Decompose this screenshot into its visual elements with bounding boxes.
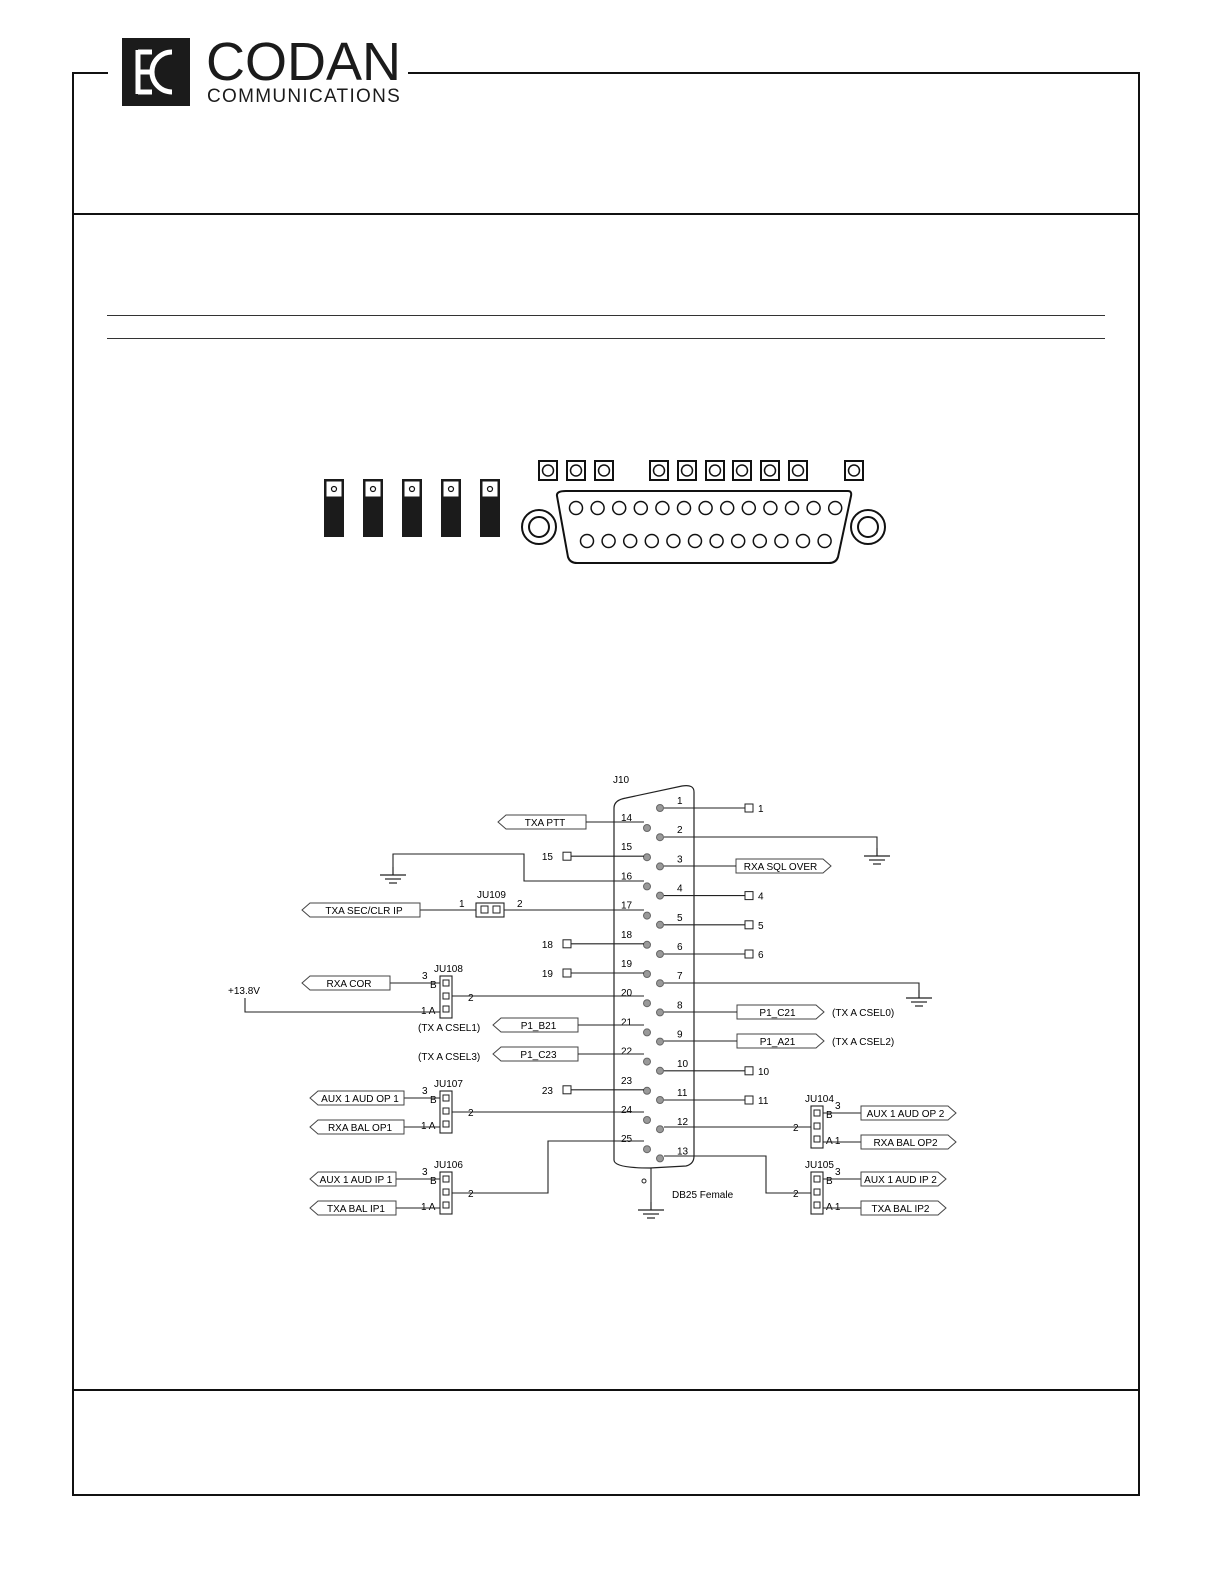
net-tag-aux1-aud-ip1-label: AUX 1 AUD IP 1 (319, 1175, 393, 1186)
net-tag-txa-ptt-label: TXA PTT (524, 818, 566, 829)
net-tag-txa-bal-ip2-label: TXA BAL IP2 (871, 1204, 930, 1215)
db25-hole (667, 535, 680, 548)
jumper-pin-1a: 1 A (421, 1121, 436, 1132)
jumper-pin-2: 2 (468, 1108, 474, 1119)
pin-dot (644, 1146, 651, 1153)
pin-dot (657, 1067, 664, 1074)
jumper-pin-2: 2 (793, 1123, 799, 1134)
net-tag-p1-c23-label: P1_C23 (520, 1050, 557, 1061)
pin-number-left: 20 (621, 988, 633, 1000)
pin-number-right: 9 (677, 1029, 683, 1041)
jumper-pin-b: B (826, 1176, 833, 1187)
pin-number-right: 10 (677, 1058, 689, 1070)
pin-dot (657, 805, 664, 812)
pin-dot (657, 921, 664, 928)
db25-hole (829, 502, 842, 515)
db25-hole (699, 502, 712, 515)
jumper-pin-3: 3 (422, 1167, 428, 1178)
db25-hole (721, 502, 734, 515)
pin-dot (644, 1029, 651, 1036)
pin-number-left: 15 (621, 842, 633, 854)
db25-hole (645, 535, 658, 548)
pin-terminal-label: 18 (541, 939, 553, 951)
jumper-squares (539, 461, 863, 480)
db25-hole (581, 535, 594, 548)
pin-dot (644, 883, 651, 890)
db25-hole (786, 502, 799, 515)
pin-number-left: 17 (621, 900, 633, 912)
ground-icon (906, 990, 932, 1006)
pin-terminal-label: 19 (541, 969, 553, 980)
header-pins (324, 479, 500, 537)
pin-terminal-label: 4 (758, 891, 764, 903)
pin-dot (657, 1009, 664, 1016)
db25-hole (732, 535, 745, 548)
pin-dot (657, 892, 664, 899)
pin-number-right: 7 (677, 971, 683, 983)
connector-illustration (0, 0, 1224, 600)
db25-hole (797, 535, 810, 548)
ju109-pin2: 2 (517, 899, 523, 910)
pin-number-left: 21 (621, 1017, 633, 1029)
db25-hole (775, 535, 788, 548)
pin-dot (644, 1058, 651, 1065)
jumper-pin-b: B (430, 980, 437, 991)
pin-number-left: 16 (621, 871, 633, 883)
pin-dot (644, 971, 651, 978)
jumper-pin-a1: A 1 (826, 1136, 841, 1147)
footer-divider (72, 1389, 1140, 1391)
jumper-ref: JU106 (434, 1160, 463, 1171)
pin-terminal-label: 10 (758, 1066, 770, 1078)
ground-icon (864, 848, 890, 864)
csel0-note: (TX A CSEL0) (832, 1008, 895, 1019)
pin-number-right: 2 (677, 825, 683, 837)
j10-schematic (0, 760, 1224, 1240)
db25-hole (710, 535, 723, 548)
pin-dot (657, 980, 664, 987)
pin-number-right: 11 (677, 1088, 688, 1099)
pin-dot (644, 1087, 651, 1094)
pin-dot (657, 1097, 664, 1104)
ground-icon (380, 867, 406, 883)
pin-number-right: 13 (677, 1146, 689, 1158)
net-tag-rxa-sql-over-label: RXA SQL OVER (743, 862, 818, 873)
net-tag-aux1-aud-op1-label: AUX 1 AUD OP 1 (321, 1094, 399, 1105)
pin-dot (657, 1155, 664, 1162)
jumper-ref: JU107 (434, 1079, 463, 1090)
csel2-note: (TX A CSEL2) (832, 1037, 895, 1048)
jumper-pin-a1: A 1 (826, 1202, 841, 1213)
pin-terminal-label: 1 (758, 804, 764, 815)
jumper-pin-3: 3 (422, 1086, 428, 1097)
csel3-note: (TX A CSEL3) (418, 1052, 481, 1063)
pin-number-left: 24 (621, 1105, 633, 1116)
csel1-note: (TX A CSEL1) (418, 1023, 481, 1034)
jumper-ref: JU104 (805, 1094, 834, 1105)
pin-number-left: 23 (621, 1075, 633, 1087)
net-tag-aux1-aud-op2-label: AUX 1 AUD OP 2 (866, 1109, 945, 1120)
pin-terminal-label: 15 (541, 852, 553, 864)
supply-label: +13.8V (228, 986, 260, 997)
pin-number-left: 18 (621, 929, 633, 941)
net-tag-aux1-aud-ip2-label: AUX 1 AUD IP 2 (864, 1175, 937, 1186)
jumper-pin-2: 2 (793, 1189, 799, 1200)
pin-dot (657, 863, 664, 870)
connector-ref: J10 (613, 775, 630, 786)
db25-hole (591, 502, 604, 515)
pin-terminal-label: 23 (541, 1085, 553, 1097)
jumper-ref: JU108 (434, 964, 463, 975)
pin-dot (657, 1038, 664, 1045)
pin-terminal-label: 5 (758, 920, 764, 932)
jumper-pin-3: 3 (422, 971, 428, 982)
jumper-ref: JU105 (805, 1160, 834, 1171)
pin-dot (644, 1000, 651, 1007)
connector-name: DB25 Female (672, 1190, 734, 1201)
jumper-pin-3: 3 (835, 1101, 841, 1112)
brand-subtitle: COMMUNICATIONS (207, 86, 402, 107)
pin-number-right: 12 (677, 1117, 689, 1129)
db25-hole (753, 535, 766, 548)
pin-number-left: 25 (621, 1134, 633, 1146)
db25-hole (818, 535, 831, 548)
pin-number-left: 22 (621, 1046, 633, 1058)
pin-number-right: 1 (677, 796, 683, 807)
net-tag-txa-bal-ip1-label: TXA BAL IP1 (327, 1204, 385, 1215)
db25-hole (807, 502, 820, 515)
db25-hole (613, 502, 626, 515)
jumper-pin-1a: 1 A (421, 1006, 436, 1017)
pin-terminal-label: 11 (758, 1096, 769, 1107)
db25-hole (689, 535, 702, 548)
ground-icon (638, 1202, 664, 1218)
jumper-pin-1a: 1 A (421, 1202, 436, 1213)
net-tag-p1-b21-label: P1_B21 (520, 1021, 557, 1032)
jumper-pin-2: 2 (468, 993, 474, 1004)
jumper-pin-b: B (826, 1110, 833, 1121)
db25-hole (678, 502, 691, 515)
jumper-pin-b: B (430, 1176, 437, 1187)
pin-number-right: 3 (677, 854, 683, 866)
jumper-pin-3: 3 (835, 1167, 841, 1178)
pin-dot (644, 941, 651, 948)
jumper-pin-b: B (430, 1095, 437, 1106)
db25-hole (602, 535, 615, 548)
pin-dot (657, 1126, 664, 1133)
net-tag-p1-c21-label: P1_C21 (759, 1008, 796, 1019)
pin-number-right: 5 (677, 912, 683, 924)
pin-dot (644, 912, 651, 919)
pin-number-left: 14 (621, 813, 633, 824)
pin-dot (657, 951, 664, 958)
pin-number-right: 4 (677, 883, 683, 895)
brand-name: CODAN (206, 32, 402, 92)
ju109-pin1: 1 (459, 899, 465, 910)
pin-number-right: 8 (677, 1000, 683, 1012)
jumper-pin-2: 2 (468, 1189, 474, 1200)
net-tag-rxa-cor-label: RXA COR (326, 979, 372, 990)
net-tag-txa-sec-clr-ip-label: TXA SEC/CLR IP (325, 906, 403, 917)
db25-hole (570, 502, 583, 515)
ju109-ref: JU109 (477, 890, 506, 901)
pin-dot (644, 1117, 651, 1124)
db25-hole (624, 535, 637, 548)
pin-dot (644, 854, 651, 861)
db25-hole (764, 502, 777, 515)
net-tag-rxa-bal-op1-label: RXA BAL OP1 (327, 1123, 393, 1134)
pin-terminal-label: 6 (758, 950, 764, 961)
net-tag-p1-a21-label: P1_A21 (759, 1037, 796, 1048)
pin-dot (657, 834, 664, 841)
pin-dot (644, 825, 651, 832)
pin-number-right: 6 (677, 942, 683, 953)
pin-number-left: 19 (621, 959, 633, 970)
db25-hole (656, 502, 669, 515)
db25-hole (634, 502, 647, 515)
db25-hole (742, 502, 755, 515)
net-tag-rxa-bal-op2-label: RXA BAL OP2 (873, 1138, 938, 1149)
